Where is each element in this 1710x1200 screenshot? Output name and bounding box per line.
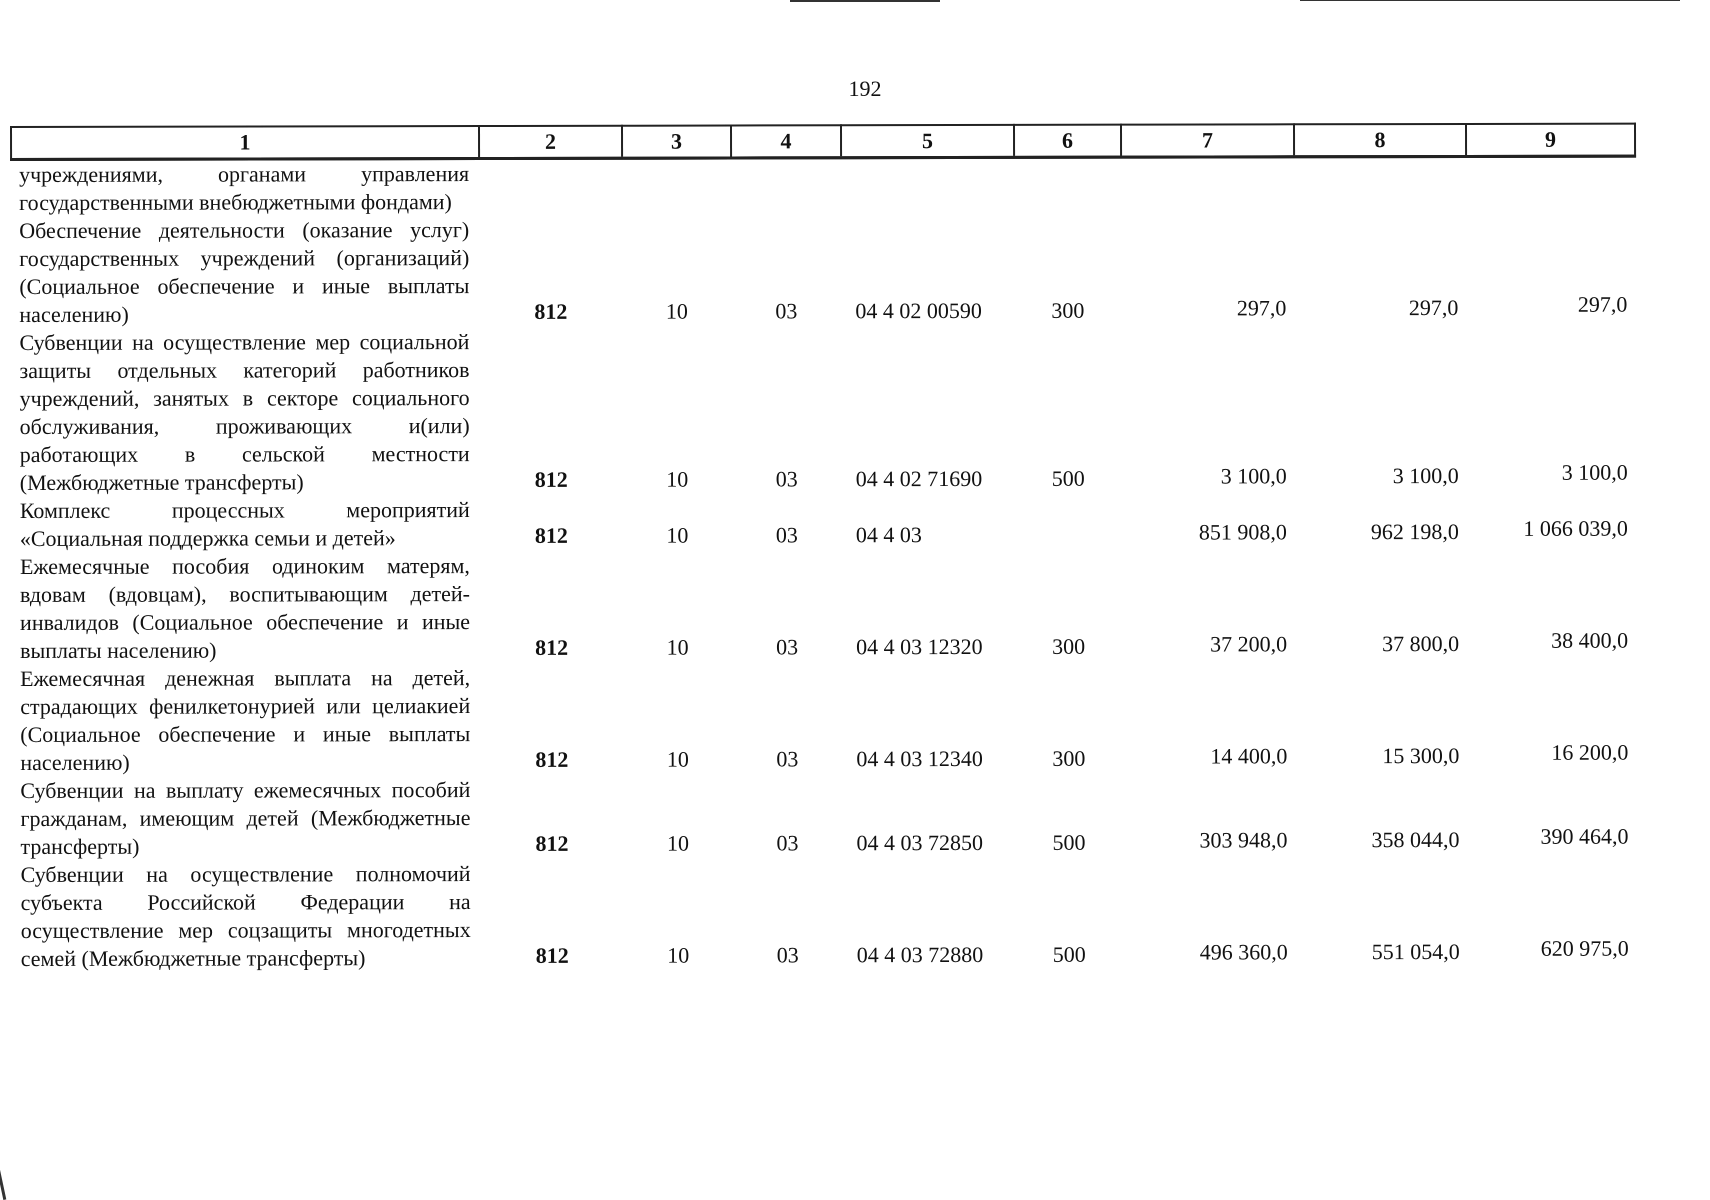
table-row <box>12 494 1636 553</box>
amount-year-1: 3 100,0 <box>1220 463 1287 489</box>
row-description: Субвенции на осуществление мер социальной защиты отдельных категорий работников учреждений, занятых в секторе социального обслуживания, проживающих и(или) работающих в сельской местности (Межбюджетные трансферты) <box>19 329 470 495</box>
subsection-code: 03 <box>776 746 799 772</box>
column-header: 9 <box>1466 124 1635 157</box>
column-header: 6 <box>1014 125 1121 158</box>
column-header: 1 <box>11 126 479 159</box>
amount-year-1: 303 948,0 <box>1199 827 1288 853</box>
column-header: 5 <box>841 125 1014 158</box>
table-row <box>11 214 1635 329</box>
scan-artifact-line <box>1300 0 1680 1</box>
expense-type-code: 300 <box>1052 745 1086 771</box>
scan-artifact-line <box>790 0 940 2</box>
expense-type-code: 500 <box>1051 465 1085 491</box>
subsection-code: 03 <box>775 298 798 324</box>
amount-year-1: 496 360,0 <box>1199 939 1288 965</box>
admin-code: 812 <box>535 942 569 968</box>
amount-year-3: 16 200,0 <box>1551 739 1629 765</box>
table-row <box>13 858 1637 973</box>
admin-code: 812 <box>535 830 569 856</box>
row-description: Ежемесячные пособия одиноким матерям, вдовам (вдовцам), воспитывающим детей-инвалидов (Социальное обеспечение и иные выплаты населению) <box>19 553 471 663</box>
subsection-code: 03 <box>775 466 798 492</box>
page-number: 192 <box>848 76 882 101</box>
amount-year-3: 390 464,0 <box>1540 823 1629 849</box>
amount-year-3: 38 400,0 <box>1551 627 1629 653</box>
target-article-code: 04 4 03 12340 <box>856 745 983 772</box>
section-code: 10 <box>666 634 689 660</box>
table-row <box>11 156 1635 217</box>
amount-year-1: 851 908,0 <box>1198 519 1287 545</box>
amount-year-1: 37 200,0 <box>1210 631 1288 657</box>
amount-year-2: 358 044,0 <box>1371 826 1460 853</box>
target-article-code: 04 4 03 72850 <box>856 829 984 856</box>
amount-year-1: 14 400,0 <box>1210 743 1288 769</box>
column-header: 8 <box>1294 124 1466 157</box>
amount-year-2: 3 100,0 <box>1392 462 1459 489</box>
table-header <box>11 124 1635 160</box>
admin-code: 812 <box>534 298 568 324</box>
amount-year-2: 15 300,0 <box>1382 742 1460 769</box>
target-article-code: 04 4 03 <box>855 522 922 548</box>
subsection-code: 03 <box>775 522 798 548</box>
amount-year-2 <box>1294 156 1466 214</box>
scan-artifact-mark <box>0 1168 6 1200</box>
row-description: Субвенции на осуществление полномочий субъекта Российской Федерации на осуществление мер соцзащиты многодетных семей (Межбюджетные трансферты) <box>20 861 471 971</box>
expense-type-code <box>1015 495 1122 551</box>
amount-year-3: 297,0 <box>1577 291 1628 317</box>
amount-year-3: 1 066 039,0 <box>1523 515 1628 541</box>
subsection-code <box>731 158 841 216</box>
column-header: 7 <box>1121 124 1294 157</box>
expense-type-code: 300 <box>1052 633 1086 659</box>
section-code: 10 <box>666 830 690 856</box>
row-description: учреждениями, органами управления государственными внебюджетными фондами) <box>19 161 470 215</box>
expense-type-code <box>1014 157 1121 215</box>
expense-type-code: 500 <box>1052 829 1086 855</box>
target-article-code: 04 4 02 71690 <box>855 465 983 492</box>
table-body <box>11 156 1637 973</box>
table-row <box>12 774 1636 861</box>
expense-type-code: 500 <box>1052 941 1086 967</box>
target-article-code: 04 4 02 00590 <box>855 297 982 324</box>
section-code: 10 <box>666 522 689 548</box>
admin-code <box>479 158 622 216</box>
subsection-code: 03 <box>776 634 799 660</box>
amount-year-2: 37 800,0 <box>1382 630 1460 657</box>
row-description: Ежемесячная денежная выплата на детей, страдающих фенилкетонурией или целиакией (Социальное обеспечение и иные выплаты населению) <box>20 665 471 775</box>
subsection-code: 03 <box>776 830 799 856</box>
amount-year-2: 551 054,0 <box>1371 938 1460 965</box>
amount-year-3: 3 100,0 <box>1561 459 1628 485</box>
expense-type-code: 300 <box>1051 297 1085 323</box>
table-row <box>12 662 1636 777</box>
table-row <box>11 326 1635 497</box>
section-code: 10 <box>666 746 689 772</box>
row-description: Комплекс процессных мероприятий «Социальная поддержка семьи и детей» <box>19 497 470 551</box>
column-header: 3 <box>622 125 731 158</box>
target-article-code <box>841 157 1014 215</box>
budget-table <box>10 123 1638 973</box>
target-article-code: 04 4 03 72880 <box>856 941 984 968</box>
subsection-code: 03 <box>776 942 799 968</box>
column-number-row <box>11 124 1635 160</box>
amount-year-1: 297,0 <box>1236 295 1287 321</box>
admin-code: 812 <box>535 634 569 660</box>
table-row <box>12 550 1636 665</box>
column-header: 2 <box>479 126 622 159</box>
target-article-code: 04 4 03 12320 <box>856 633 983 660</box>
section-code <box>622 158 731 216</box>
row-description: Субвенции на выплату ежемесячных пособий гражданам, имеющим детей (Межбюджетные трансферты) <box>20 777 471 859</box>
amount-year-2: 962 198,0 <box>1370 518 1459 545</box>
amount-year-3 <box>1466 156 1635 214</box>
admin-code: 812 <box>534 466 568 492</box>
row-description: Обеспечение деятельности (оказание услуг) государственных учреждений (организаций) (Социальное обеспечение и иные выплаты населению) <box>19 217 470 327</box>
amount-year-2: 297,0 <box>1408 294 1459 321</box>
amount-year-1 <box>1121 157 1294 215</box>
admin-code: 812 <box>534 522 568 548</box>
admin-code: 812 <box>535 746 569 772</box>
section-code: 10 <box>667 942 690 968</box>
amount-year-3: 620 975,0 <box>1540 935 1629 961</box>
section-code: 10 <box>666 466 689 492</box>
section-code: 10 <box>665 298 688 324</box>
column-header: 4 <box>731 125 841 158</box>
